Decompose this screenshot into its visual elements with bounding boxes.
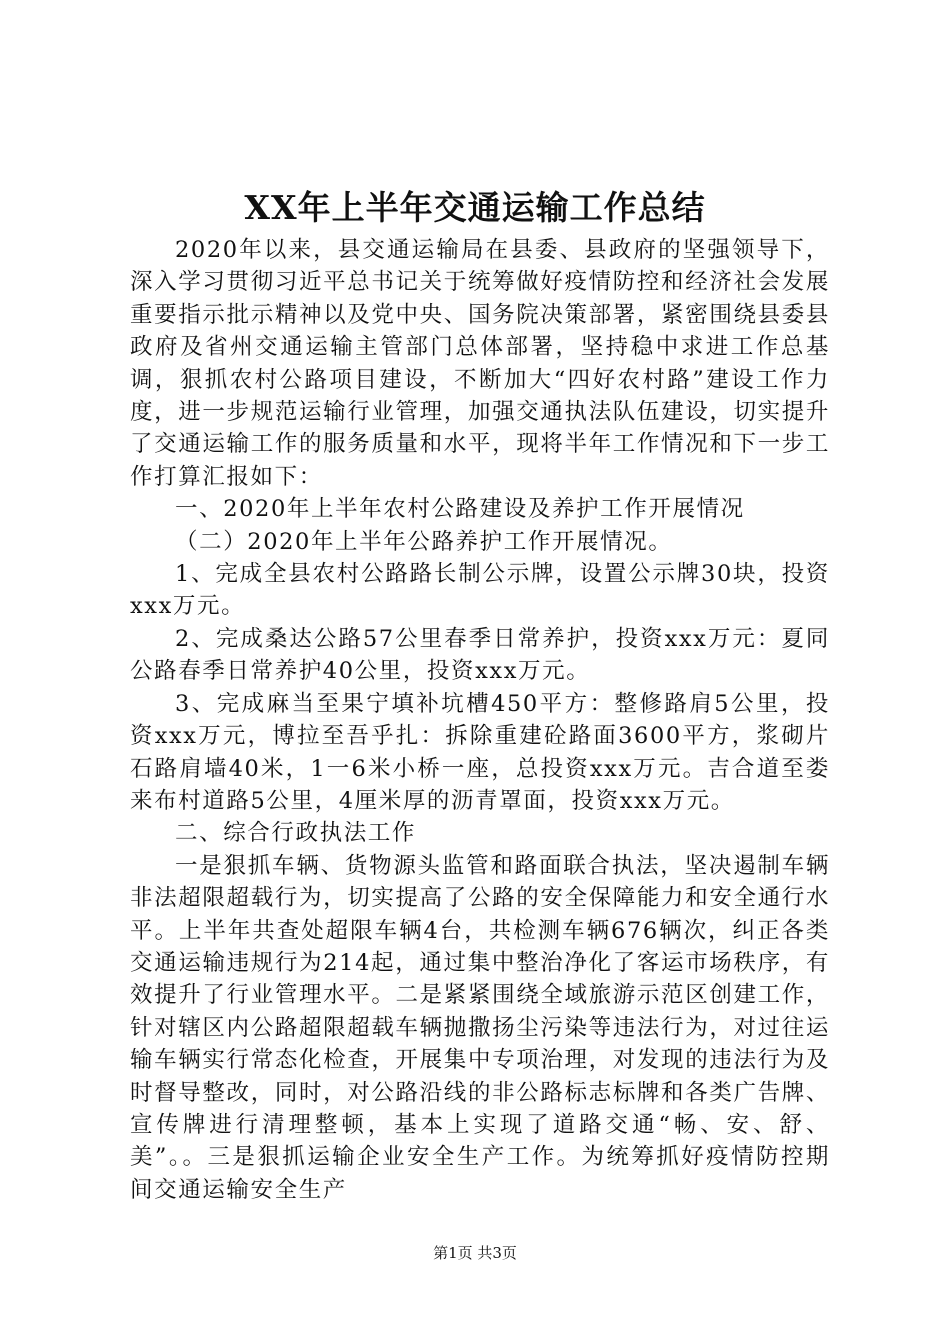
heading-section-2: 二、综合行政执法工作 xyxy=(175,820,417,847)
heading-subsection-2: （二）2020年上半年公路养护工作开展情况。 xyxy=(175,528,673,555)
heading-section-1: 一、2020年上半年农村公路建设及养护工作开展情况 xyxy=(175,496,745,523)
paragraph-item-3: 3、完成麻当至果宁填补坑槽450平方：整修路肩5公里，投资xxx万元，博拉至吾乎扎：拆除重建砼路面3600平方，浆砌片石路肩墙40米，1一6米小桥一座，总投资xxx万元。吉合道至娄来布村道路5公里，4厘米厚的沥青罩面，投资xxx万元。 xyxy=(130,690,830,814)
document-title: XX年上半年交通运输工作总结 xyxy=(244,188,706,227)
paragraph-item-2: 2、完成桑达公路57公里春季日常养护，投资xxx万元：夏同公路春季日常养护40公里，投资xxx万元。 xyxy=(130,625,830,685)
document-body xyxy=(130,234,830,1206)
paragraph-intro: 2020年以来，县交通运输局在县委、县政府的坚强领导下，深入学习贯彻习近平总书记关于统筹做好疫情防控和经济社会发展重要指示批示精神以及党中央、国务院决策部署，紧密围绕县委县政府及省州交通运输主管部门总体部署，坚持稳中求进工作总基调，狠抓农村公路项目建设，不断加大“四好农村路”建设工作力度，进一步规范运输行业管理，加强交通执法队伍建设，切实提升了交通运输工作的服务质量和水平，现将半年工作情况和下一步工作打算汇报如下： xyxy=(130,237,830,490)
paragraph-item-1: 1、完成全县农村公路路长制公示牌，设置公示牌30块，投资xxx万元。 xyxy=(130,561,830,620)
paragraph-enforcement: 一是狠抓车辆、货物源头监管和路面联合执法，坚决遏制车辆非法超限超载行为，切实提高了公路的安全保障能力和安全通行水平。上半年共查处超限车辆4台，共检测车辆676辆次，纠正各类交通运输违规行为214起，通过集中整治净化了客运市场秩序，有效提升了行业管理水平。二是紧紧围绕全域旅游示范区创建工作，针对辖区内公路超限超载车辆抛撒扬尘污染等违法行为，对过往运输车辆实行常态化检查，开展集中专项治理，对发现的违法行为及时督导整改，同时，对公路沿线的非公路标志标牌和各类广告牌、宣传牌进行清理整顿，基本上实现了道路交通“畅、安、舒、美”。。三是狠抓运输企业安全生产工作。为统筹抓好疫情防控期间交通运输安全生产 xyxy=(130,852,830,1203)
page-footer: 第1页 共3页 xyxy=(433,1244,517,1262)
